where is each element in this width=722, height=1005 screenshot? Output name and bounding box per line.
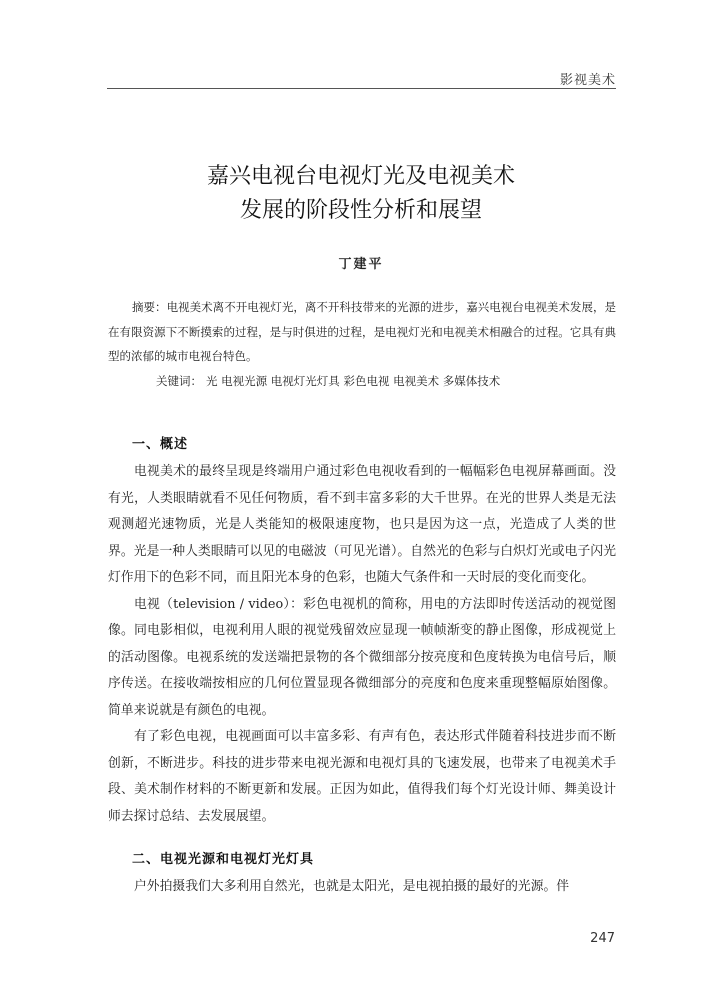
section-overview-body xyxy=(108,459,616,830)
article-author: 丁建平 xyxy=(338,257,384,272)
body-paragraph: 电视美术的最终呈现是终端用户通过彩色电视收看到的一幅幅彩色电视屏幕画面。没有光，人类眼睛就看不见任何物质，看不到丰富多彩的大千世界。在光的世界人类是无法观测超光速物质，光是人类能知的极限速度物，也只是因为这一点，光造成了人类的世界。光是一种人类眼睛可以见的电磁波（可见光谱）。自然光的色彩与白炽灯光或电子闪光灯作用下的色彩不同，而且阳光本身的色彩，也随大气条件和一天时辰的变化而变化。 xyxy=(108,464,616,585)
abstract-text: 摘要：电视美术离不开电视灯光，离不开科技带来的光源的进步，嘉兴电视台电视美术发展，是在有限资源下不断摸索的过程，是与时俱进的过程，是电视灯光和电视美术相融合的过程。它具有典型的浓郁的城市电视台特色。 xyxy=(108,300,616,363)
article-title xyxy=(0,160,722,228)
keywords-line xyxy=(108,369,616,394)
section-heading-overview: 一、概述 xyxy=(132,437,189,452)
body-paragraph: 有了彩色电视，电视画面可以丰富多彩、有声有色，表达形式伴随着科技进步而不断创新，不断进步。科技的进步带来电视光源和电视灯具的飞速发展，也带来了电视美术手段、美术制作材料的不断更新和发展。正因为如此，值得我们每个灯光设计师、舞美设计师去探讨总结、去发展展望。 xyxy=(108,729,616,824)
title-line-2: 发展的阶段性分析和展望 xyxy=(239,198,482,223)
running-header-section: 影视美术 xyxy=(559,73,616,88)
section-heading-light-sources: 二、电视光源和电视灯光灯具 xyxy=(132,852,315,867)
keywords-label: 关键词： xyxy=(156,373,202,388)
title-line-1: 嘉兴电视台电视灯光及电视美术 xyxy=(206,164,515,189)
page-number: 247 xyxy=(590,931,615,946)
abstract-block xyxy=(108,295,616,393)
header-divider xyxy=(107,88,616,89)
section-light-sources-body xyxy=(108,874,616,901)
body-paragraph: 电视（television / video）：彩色电视机的简称，用电的方法即时传送活动的视觉图像。同电影相似，电视利用人眼的视觉残留效应显现一帧帧渐变的静止图像，形成视觉上的活动图像。电视系统的发送端把景物的各个微细部分按亮度和色度转换为电信号后，顺序传送。在接收端按相应的几何位置显现各微细部分的亮度和色度来重现整幅原始图像。简单来说就是有颜色的电视。 xyxy=(108,596,616,718)
keywords-list: 光 电视光源 电视灯光灯具 彩色电视 电视美术 多媒体技术 xyxy=(206,373,501,388)
body-paragraph: 户外拍摄我们大多利用自然光，也就是太阳光，是电视拍摄的最好的光源。伴 xyxy=(134,879,570,894)
